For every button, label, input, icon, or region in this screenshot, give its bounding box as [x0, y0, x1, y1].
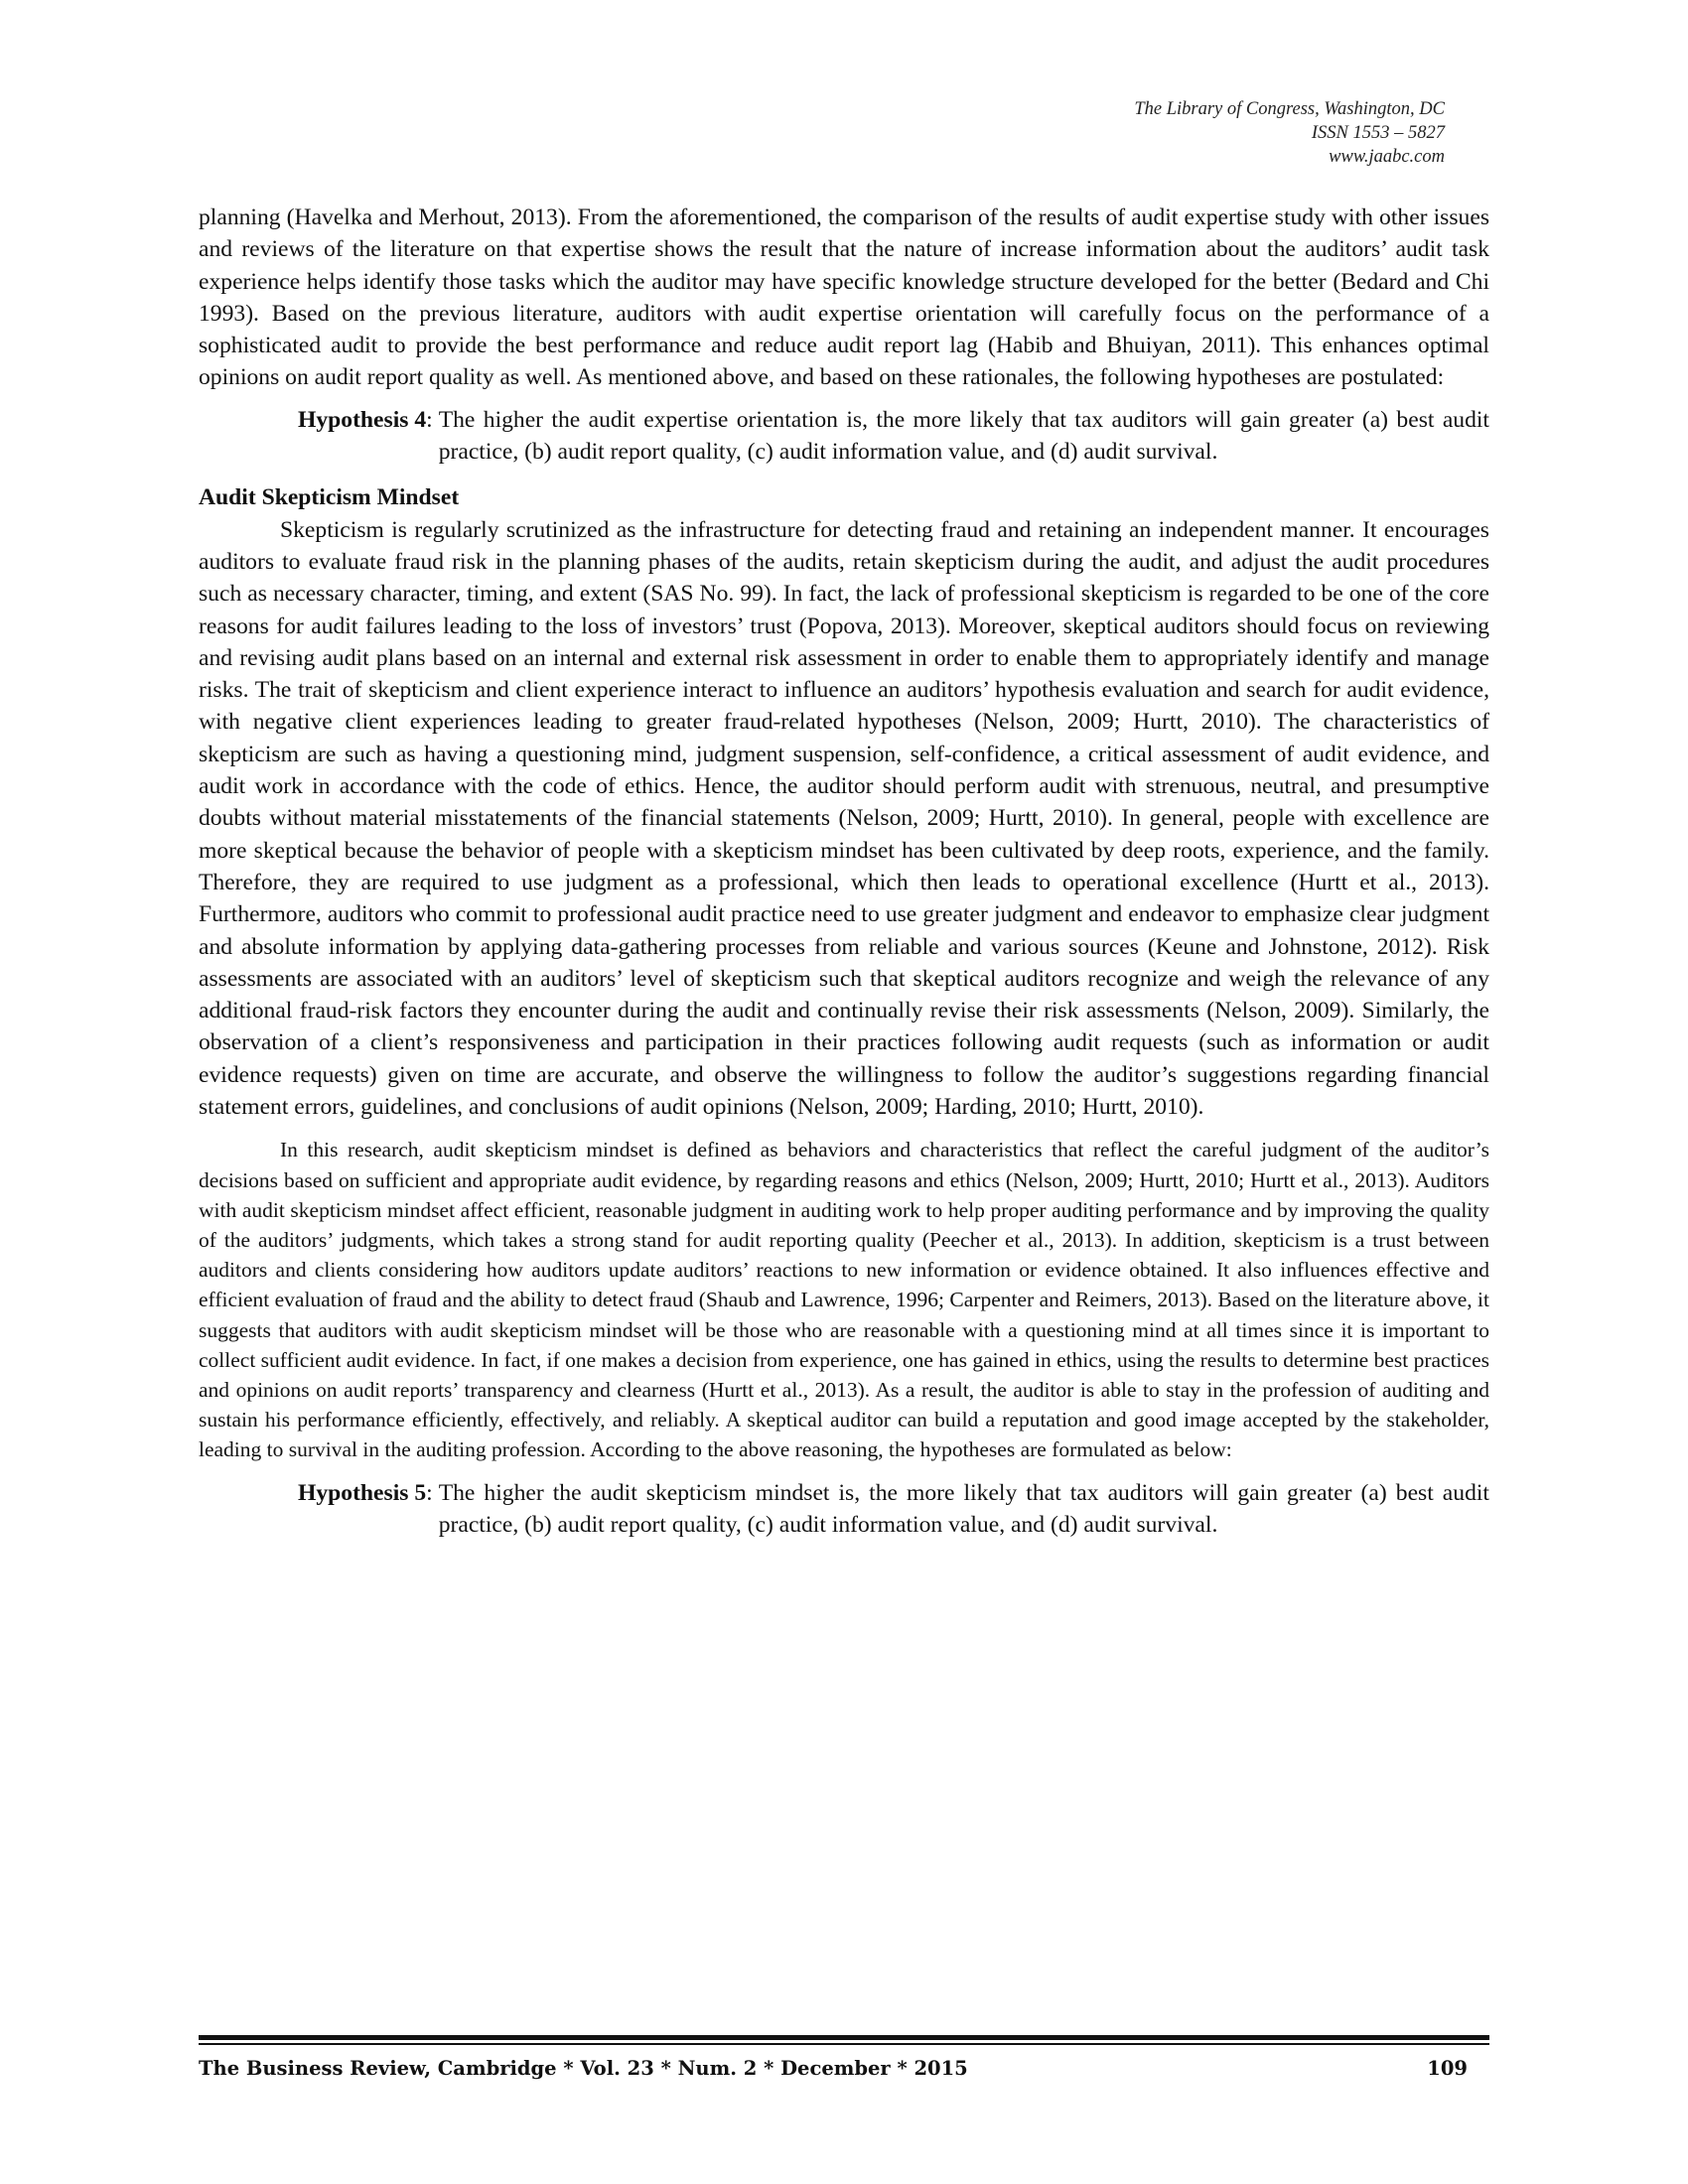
- section-heading: Audit Skepticism Mindset: [199, 484, 460, 511]
- hypothesis-5-text: The higher the audit skepticism mindset is, the more likely that tax auditors will gain greater (a) best audit practice, (b) audit report quality, (c) audit information value, and (d) audit survival.: [438, 1479, 1489, 1538]
- page-body: [199, 202, 1489, 1541]
- running-header: [1134, 97, 1445, 169]
- paragraph-continuation: planning (Havelka and Merhout, 2013). From the aforementioned, the comparison of the results of audit expertise study with other issues and reviews of the literature on that expertise shows the result that the nature of increase information about the auditors’ audit task experience helps identify those tasks which the auditor may have specific knowledge structure developed for the better (Bedard and Chi 1993). Based on the previous literature, auditors with audit expertise orientation will carefully focus on the performance of a sophisticated audit to provide the best performance and reduce audit report lag (Habib and Bhuiyan, 2011). This enhances optimal opinions on audit report quality as well. As mentioned above, and based on these rationales, the following hypotheses are postulated:: [199, 205, 1489, 391]
- hypothesis-5-colon: :: [426, 1479, 433, 1506]
- hypothesis-5: [298, 1477, 1489, 1542]
- hypothesis-4-text: The higher the audit expertise orientation is, the more likely that tax auditors will gain greater (a) best audit practice, (b) audit report quality, (c) audit information value, and (d) audit survival.: [438, 406, 1489, 466]
- header-website: www.jaabc.com: [1329, 147, 1445, 167]
- paragraph-skepticism: Skepticism is regularly scrutinized as the infrastructure for detecting fraud and retaining an independent manner. It encourages auditors to evaluate fraud risk in the planning phases of the audits, retain skepticism during the audit, and adjust the audit procedures such as necessary character, timing, and extent (SAS No. 99). In fact, the lack of professional skepticism is regarded to be one of the core reasons for audit failures leading to the loss of investors’ trust (Popova, 2013). Moreover, skeptical auditors should focus on reviewing and revising audit plans based on an internal and external risk assessment in order to enable them to appropriately identify and manage risks. The trait of skepticism and client experience interact to influence an auditors’ hypothesis evaluation and search for audit evidence, with negative client experiences leading to greater fraud-related hypotheses (Nelson, 2009; Hurtt, 2010). The characteristics of skepticism are such as having a questioning mind, judgment suspension, self-confidence, a critical assessment of audit evidence, and audit work in accordance with the code of ethics. Hence, the auditor should perform audit with strenuous, neutral, and presumptive doubts without material misstatements of the financial statements (Nelson, 2009; Hurtt, 2010). In general, people with excellence are more skeptical because the behavior of people with a skepticism mindset has been cultivated by deep roots, experience, and the family. Therefore, they are required to use judgment as a professional, which then leads to operational excellence (Hurtt et al., 2013). Furthermore, auditors who commit to professional audit practice need to use greater judgment and endeavor to emphasize clear judgment and absolute information by applying data-gathering processes from reliable and various sources (Keune and Johnstone, 2012). Risk assessments are associated with an auditors’ level of skepticism such that skeptical auditors recognize and weigh the relevance of any additional fraud-risk factors they encounter during the audit and continually revise their risk assessments (Nelson, 2009). Similarly, the observation of a client’s responsiveness and participation in their practices following audit requests (such as information or audit evidence requests) given on time are accurate, and observe the willingness to follow the auditor’s suggestions regarding financial statement errors, guidelines, and conclusions of audit opinions (Nelson, 2009; Harding, 2010; Hurtt, 2010).: [199, 516, 1489, 1121]
- hypothesis-5-label: Hypothesis 5: [298, 1479, 427, 1506]
- hypothesis-4-label: Hypothesis 4: [298, 406, 427, 433]
- paragraph-definition: In this research, audit skepticism mindset is defined as behaviors and characteristics that reflect the careful judgment of the auditor’s decisions based on sufficient and appropriate audit evidence, by regarding reasons and ethics (Nelson, 2009; Hurtt, 2010; Hurtt et al., 2013). Auditors with audit skepticism mindset affect efficient, reasonable judgment in auditing work to help proper auditing performance and by improving the quality of the auditors’ judgments, which takes a strong stand for audit reporting quality (Peecher et al., 2013). In addition, skepticism is a trust between auditors and clients considering how auditors update auditors’ reactions to new information or evidence obtained. It also influences effective and efficient evaluation of fraud and the ability to detect fraud (Shaub and Lawrence, 1996; Carpenter and Reimers, 2013). Based on the literature above, it suggests that auditors with audit skepticism mindset will be those who are reasonable with a questioning mind at all times since it is important to collect sufficient audit evidence. In fact, if one makes a decision from experience, one has gained in ethics, using the results to determine best practices and opinions on audit reports’ transparency and clearness (Hurtt et al., 2013). As a result, the auditor is able to stay in the profession of auditing and sustain his performance efficiently, effectively, and reliably. A skeptical auditor can build a reputation and good image accepted by the stakeholder, leading to survival in the auditing profession. According to the above reasoning, the hypotheses are formulated as below:: [199, 1138, 1489, 1462]
- header-publisher: The Library of Congress, Washington, DC: [1134, 99, 1445, 119]
- header-issn: ISSN 1553 – 5827: [1311, 123, 1445, 143]
- footer-rule-thin: [199, 2043, 1489, 2045]
- hypothesis-4-colon: :: [426, 406, 433, 433]
- hypothesis-4: [298, 404, 1489, 469]
- footer-journal: The Business Review, Cambridge * Vol. 23 * Num. 2 * December * 2015: [199, 2057, 968, 2080]
- page-number: 109: [1427, 2057, 1468, 2080]
- page-footer: [199, 2057, 1489, 2080]
- footer-rule-thick: [199, 2035, 1489, 2040]
